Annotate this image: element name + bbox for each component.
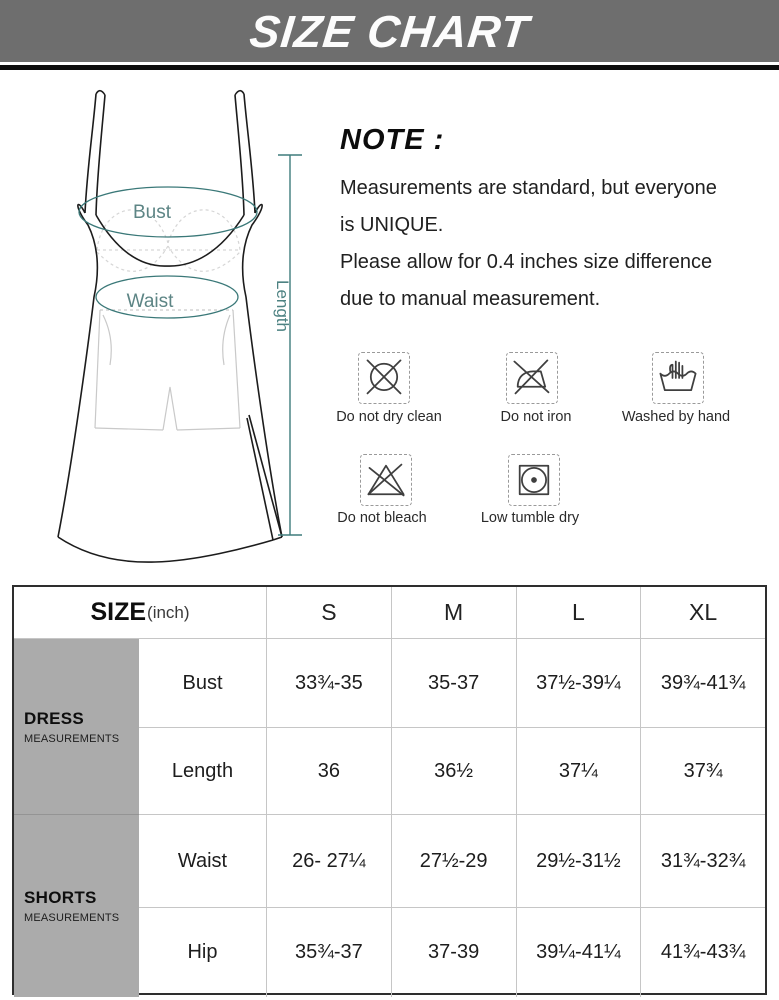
washed-by-hand-icon — [652, 352, 704, 404]
do-not-bleach-icon — [360, 454, 412, 506]
divider-bar — [0, 65, 779, 70]
size-table-header — [14, 587, 266, 639]
group-dress — [14, 639, 139, 814]
note-line: is UNIQUE. — [340, 214, 444, 236]
table-cell: 27½-29 — [391, 814, 516, 907]
title-banner — [0, 0, 779, 62]
row-label-bust: Bust — [182, 671, 223, 694]
table-cell: 37½-39¼ — [516, 639, 641, 727]
column-header-m: M — [391, 587, 516, 639]
table-cell: 31¾-32¾ — [640, 814, 765, 907]
note-line: Please allow for 0.4 inches size difference — [340, 251, 713, 273]
table-cell: 36½ — [391, 727, 516, 814]
note-line: Measurements are standard, but everyone — [340, 177, 717, 199]
row-label-length: Length — [139, 727, 266, 814]
group-shorts — [14, 814, 139, 997]
group-subtitle: MEASUREMENTS — [24, 912, 120, 924]
dress-illustration-icon — [30, 85, 330, 585]
length-label: Length — [273, 280, 292, 332]
group-title: DRESS — [24, 708, 85, 728]
size-header-unit: (inch) — [147, 602, 190, 622]
table-cell: 39¾-41¾ — [640, 639, 765, 727]
column-header-l: L — [516, 587, 641, 639]
table-cell: 36 — [266, 727, 391, 814]
group-subtitle: MEASUREMENTS — [24, 732, 120, 745]
table-cell: 26- 27¼ — [266, 814, 391, 907]
table-cell: 35¾-37 — [266, 907, 391, 997]
note-paragraph-1 — [340, 170, 770, 244]
table-cell: 33¾-35 — [266, 639, 391, 727]
care-label: Do not bleach — [337, 510, 427, 526]
length-indicator — [278, 155, 302, 535]
note-paragraph-2 — [340, 244, 770, 318]
note-line: due to manual measurement. — [340, 288, 601, 310]
size-table — [12, 585, 767, 995]
table-cell: 37-39 — [391, 907, 516, 997]
do-not-iron-icon — [506, 352, 558, 404]
low-tumble-dry-icon — [508, 454, 560, 506]
column-header-xl: XL — [640, 587, 765, 639]
table-cell: 35-37 — [391, 639, 516, 727]
note-heading: NOTE : — [340, 124, 445, 156]
dress-diagram — [30, 85, 330, 585]
do-not-dry-clean-icon — [358, 352, 410, 404]
table-cell: 39¼-41¼ — [516, 907, 641, 997]
care-label: Do not dry clean — [336, 409, 442, 425]
table-cell: 29½-31½ — [516, 814, 641, 907]
bust-label: Bust — [132, 202, 172, 223]
row-label-hip: Hip — [139, 907, 266, 997]
care-label: Low tumble dry — [480, 510, 580, 526]
table-cell: 37¼ — [516, 727, 641, 814]
table-cell: 41¾-43¾ — [640, 907, 765, 997]
waist-label: Waist — [126, 291, 174, 312]
row-label-waist: Waist — [139, 814, 266, 907]
care-label: Washed by hand — [621, 409, 731, 425]
page-title: SIZE CHART — [247, 6, 532, 57]
table-cell: 37¾ — [640, 727, 765, 814]
column-header-s: S — [266, 587, 391, 639]
size-header-label: SIZE — [90, 598, 147, 626]
care-label: Do not iron — [500, 409, 572, 425]
group-title: SHORTS — [24, 888, 97, 907]
